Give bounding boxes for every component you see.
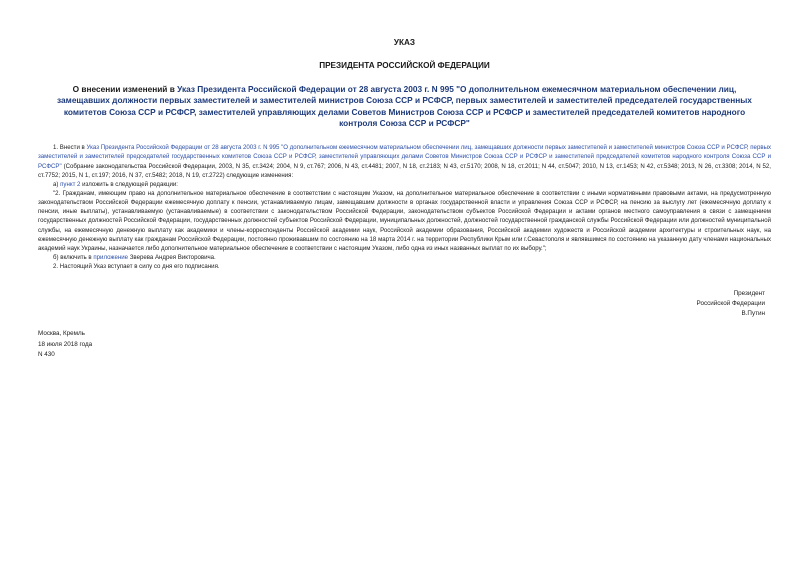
signature-name: В.Путин	[741, 310, 765, 318]
paragraph-a-prefix: а)	[53, 180, 61, 188]
document-title	[56, 84, 753, 129]
paragraph-b	[38, 253, 771, 262]
paragraph-a	[38, 180, 771, 189]
document-body	[38, 143, 771, 271]
paragraph-1-suffix: (Собрание законодательства Российской Федерации, 2003, N 35, ст.3424; 2004, N 9, ст.767; 2006, N 43, ст.4481; 2007, N 18, ст.2183; N 43, ст.5170; 2008, N 18, ст.2011; N 44, ст.5047; 2010, N 13, ст.1453; N 42, ст.5348; 2013, N 26, ст.3308; 2014, N 52, ст.7752; 2015, N 1, ст.197; 2016, N 37, ст.5482; 2018, N 19, ст.2722) следующие изменения:	[38, 162, 771, 179]
decree-heading: УКАЗ	[393, 38, 416, 47]
place-and-date	[38, 329, 771, 361]
paragraph-b-prefix: б) включить в	[53, 254, 94, 262]
paragraph-b-suffix: Зверева Андрея Викторовича.	[128, 254, 216, 262]
signature-block	[38, 289, 771, 319]
item-2-link[interactable]: пункт 2	[60, 180, 81, 188]
signing-place: Москва, Кремль	[38, 330, 85, 338]
paragraph-a-suffix: изложить в следующей редакции:	[80, 180, 178, 188]
amended-decree-link[interactable]: Указ Президента Российской Федерации от 28 августа 2003 г. N 995 "О дополнительном ежемесячном материальном обеспечении лиц, замещавших должности первых заместителей и заместителей министров Союза ССР и РСФСР, первых заместителей и заместителей председателей государственных комитетов Союза ССР и РСФСР, заместителей управляющих делами Советов Министров Союза ССР и РСФСР и заместителей председателей комитетов народного контроля Союза ССР и РСФСР"	[38, 144, 771, 170]
quoted-paragraph: "2. Гражданам, имеющим право на дополнительное материальное обеспечение в соответствии с настоящим Указом, на дополнительное материальное обеспечение в соответствии с иными нормативными правовыми актами, на предусмотренную законодательством Российской Федерации ежемесячную доплату к пенсии, устанавливаемую лицам, замещавшим должности в органах государственной власти и управления Союза ССР и РСФСР, на пенсию за выслугу лет (ежемесячную доплату к пенсии, иные выплаты), устанавливаемую (устанавливаемые) в соответствии с законодательством Российской Федерации, законодательством субъектов Российской Федерации и актами органов местного самоуправления в связи с замещением государственных должностей Российской Федерации, государственных должностей субъектов Российской Федерации, муниципальных должностей, должностей государственной гражданской службы Российской Федерации или должностей муниципальной службы, на ежемесячную денежную выплату как академики и члены-корреспонденты Российской академии наук, Российской академии образования, Российской академии художеств и Российской академии архитектуры и строительных наук, на ежемесячную денежную выплату как гражданам Российской Федерации, постоянно проживавшим по состоянию на 18 марта 2014 г. на территории Республики Крым или г.Севастополя и являвшимся по состоянию на указанную дату членами национальных академий наук Украины, назначается либо дополнительное материальное обеспечение в соответствии с настоящим Указом, либо одна из иных названных выплат по их выбору.";	[38, 189, 771, 252]
appendix-link[interactable]: приложение	[93, 254, 129, 262]
paragraph-1	[38, 143, 771, 180]
title-link[interactable]: Указ Президента Российской Федерации от 28 августа 2003 г. N 995 "О дополнительном ежемесячном материальном обеспечении лиц, замещавших должности первых заместителей и заместителей министров Союза ССР и РСФСР, первых заместителей и заместителей председателей государственных комитетов Союза ССР и РСФСР, заместителей управляющих делами Советов Министров Союза ССР и РСФСР и заместителей председателей комитетов народного контроля Союза ССР и РСФСР"	[57, 84, 752, 128]
signature-role: Президент	[733, 290, 765, 298]
title-prefix: О внесении изменений в	[72, 84, 178, 94]
paragraph-2: 2. Настоящий Указ вступает в силу со дня его подписания.	[53, 263, 220, 271]
signing-date: 18 июля 2018 года	[38, 340, 93, 348]
issuer-heading: ПРЕЗИДЕНТА РОССИЙСКОЙ ФЕДЕРАЦИИ	[319, 61, 490, 70]
decree-number: N 430	[38, 351, 55, 359]
signature-role-country: Российской Федерации	[696, 300, 765, 308]
paragraph-1-prefix: 1. Внести в	[53, 144, 87, 152]
